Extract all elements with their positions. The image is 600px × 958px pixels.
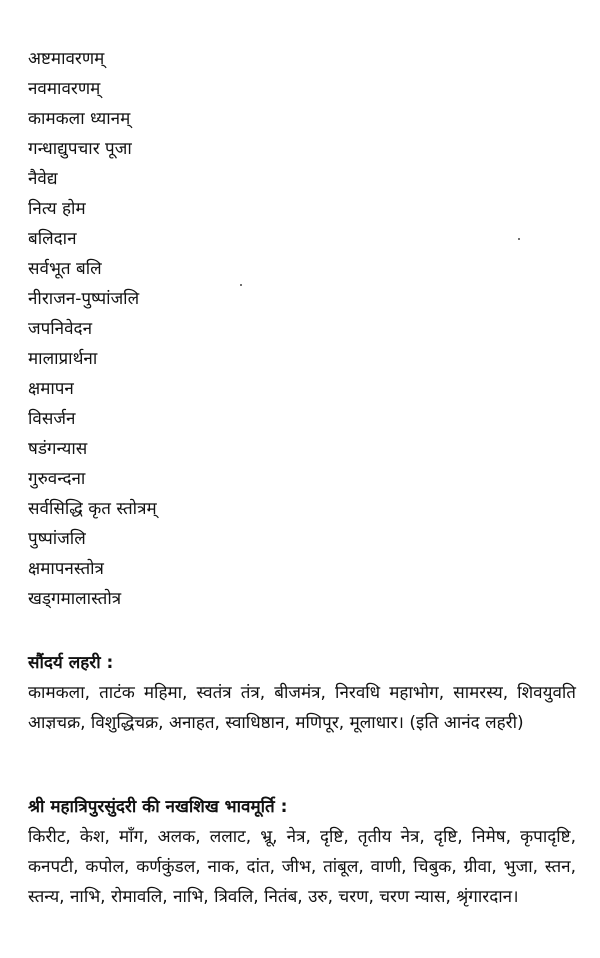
list-item: गन्धाद्युपचार पूजा — [28, 139, 132, 159]
section-body: किरीट, केश, माँग, अलक, ललाट, भ्रू, नेत्र, दृष्टि, तृतीय नेत्र, दृष्टि, निमेष, कृपादृष्टि, कनपटी, कपोल, कर्णकुंडल, नाक, दांत, जीभ, तांबूल, वाणी, चिबुक, ग्रीवा, भुजा, स्तन, स्तन्य, नाभि, रोमावलि, नाभि, त्रिवलि, नितंब, उरु, चरण, चरण न्यास, श्रृंगारदान। — [28, 827, 576, 907]
list-item: कामकला ध्यानम् — [28, 109, 131, 129]
list-item: बलिदान — [28, 229, 77, 249]
list-item: षडंगन्यास — [28, 439, 88, 459]
nakhashikha-section — [28, 792, 576, 912]
list-item: सर्वभूत बलि — [28, 259, 102, 279]
list-item: क्षमापनस्तोत्र — [28, 559, 104, 579]
list-item: गुरुवन्दना — [28, 469, 86, 489]
ritual-list — [28, 44, 576, 614]
list-item: नवमावरणम् — [28, 79, 101, 99]
list-item: क्षमापन — [28, 379, 74, 399]
list-item: नित्य होम — [28, 199, 86, 219]
list-item: विसर्जन — [28, 409, 76, 429]
list-item: पुष्पांजलि — [28, 529, 86, 549]
saundarya-lahari-section — [28, 648, 576, 738]
scan-speck — [518, 238, 520, 240]
list-item: अष्टमावरणम् — [28, 49, 105, 69]
list-item: जपनिवेदन — [28, 319, 93, 339]
section-heading: श्री महात्रिपुरसुंदरी की नखशिख भावमूर्ति : — [28, 797, 288, 817]
document-page — [28, 44, 576, 907]
list-item: खड्गमालास्तोत्र — [28, 589, 122, 609]
list-item: नैवेद्य — [28, 169, 58, 189]
section-body: कामकला, ताटंक महिमा, स्वतंत्र तंत्र, बीजमंत्र, निरवधि महाभोग, सामरस्य, शिवयुवति आज्ञचक्र, विशुद्धिचक्र, अनाहत, स्वाधिष्ठान, मणिपूर, मूलाधार। (इति आनंद लहरी) — [28, 683, 576, 733]
list-item: सर्वसिद्धि कृत स्तोत्रम् — [28, 499, 157, 519]
list-item: मालाप्रार्थना — [28, 349, 98, 369]
scan-speck — [240, 284, 242, 286]
list-item: नीराजन-पुष्पांजलि — [28, 289, 140, 309]
section-heading: सौंदर्य लहरी : — [28, 653, 114, 673]
